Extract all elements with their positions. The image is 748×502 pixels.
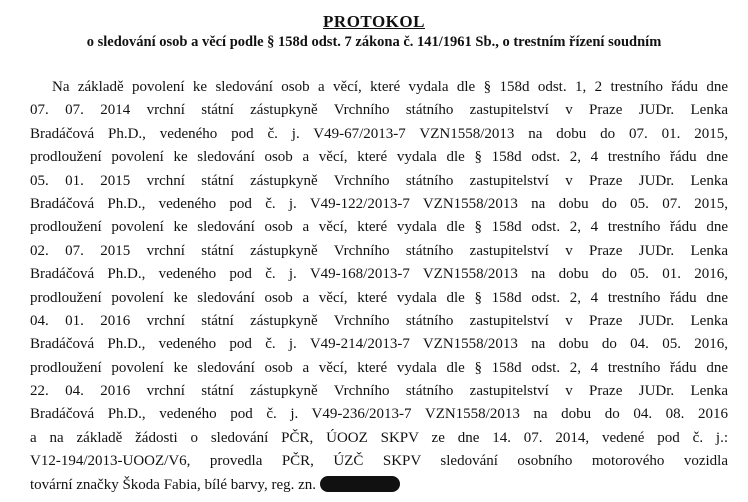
text-line: Na základě povolení ke sledování osob a věcí, které vydala dle § 158d odst. 1, 2 trestního řádu dne <box>52 79 728 95</box>
text-line: Bradáčová Ph.D., vedeného pod č. j. V49-236/2013-7 VZN1558/2013 na dobu do 04. 08. 2016 <box>30 406 728 423</box>
text-line: 07. 07. 2014 vrchní státní zástupkyně Vrchního státního zastupitelství v Praze JUDr. Lenka <box>30 102 728 119</box>
text-line: prodloužení povolení ke sledování osob a věcí, které vydala dle § 158d odst. 2, 4 trestního řádu dne <box>30 289 728 306</box>
document-body <box>30 76 728 497</box>
text-line: 05. 01. 2015 vrchní státní zástupkyně Vrchního státního zastupitelství v Praze JUDr. Lenka <box>30 172 728 189</box>
text-line: 02. 07. 2015 vrchní státní zástupkyně Vrchního státního zastupitelství v Praze JUDr. Lenka <box>30 242 728 259</box>
text-line: prodloužení povolení ke sledování osob a věcí, které vydala dle § 158d odst. 2, 4 trestního řádu dne <box>30 219 728 236</box>
text-line: Bradáčová Ph.D., vedeného pod č. j. V49-122/2013-7 VZN1558/2013 na dobu do 05. 07. 2015, <box>30 195 728 212</box>
text-line: a na základě žádosti o sledování PČR, ÚOOZ SKPV ze dne 14. 07. 2014, vedené pod č. j.: <box>30 429 728 446</box>
text-line: Bradáčová Ph.D., vedeného pod č. j. V49-214/2013-7 VZN1558/2013 na dobu do 04. 05. 2016, <box>30 336 728 353</box>
document-title: PROTOKOL <box>323 12 425 31</box>
document-subtitle: o sledování osob a věcí podle § 158d odst. 7 zákona č. 141/1961 Sb., o trestním řízení soudním <box>86 34 662 50</box>
text-line: prodloužení povolení ke sledování osob a věcí, které vydala dle § 158d odst. 2, 4 trestního řádu dne <box>30 149 728 166</box>
text-line-content: tovární značky Škoda Fabia, bílé barvy, reg. zn. <box>30 476 317 493</box>
text-line: V12-194/2013-UOOZ/V6, provedla PČR, ÚZČ SKPV sledování osobního motorového vozidla <box>30 453 728 470</box>
text-line: prodloužení povolení ke sledování osob a věcí, které vydala dle § 158d odst. 2, 4 trestního řádu dne <box>30 359 728 376</box>
text-line-last <box>30 474 728 497</box>
text-line: 04. 01. 2016 vrchní státní zástupkyně Vrchního státního zastupitelství v Praze JUDr. Lenka <box>30 312 728 329</box>
redaction-mark <box>320 476 400 492</box>
text-line: 22. 04. 2016 vrchní státní zástupkyně Vrchního státního zastupitelství v Praze JUDr. Lenka <box>30 383 728 400</box>
text-line: Bradáčová Ph.D., vedeného pod č. j. V49-67/2013-7 VZN1558/2013 na dobu do 07. 01. 2015, <box>30 125 728 142</box>
text-line: Bradáčová Ph.D., vedeného pod č. j. V49-168/2013-7 VZN1558/2013 na dobu do 05. 01. 2016, <box>30 266 728 283</box>
